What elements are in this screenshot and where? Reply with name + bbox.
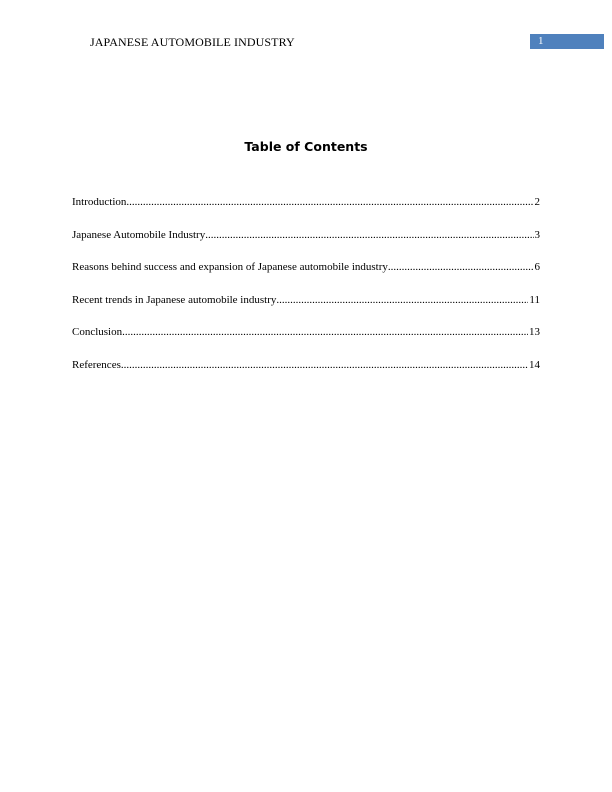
toc-entry-conclusion[interactable] [72,326,540,339]
running-head: JAPANESE AUTOMOBILE INDUSTRY [90,35,295,49]
toc-entry-page: 6 [534,261,540,274]
toc-entry-label: Introduction [72,196,127,208]
page-header [0,0,612,60]
toc-entry-page: 13 [529,326,540,339]
toc-entry-label: Japanese Automobile Industry [72,228,206,241]
toc-entry-reasons-behind-success[interactable] [72,261,540,274]
toc-dot-leader [205,229,533,242]
toc-dot-leader [126,196,533,209]
toc-dot-leader [276,294,528,307]
toc-entry-label: Reasons behind success and expansion of Japanese automobile industry [72,261,388,274]
toc-dot-leader [121,359,528,372]
toc-dot-leader [388,261,534,274]
toc-list [72,196,540,392]
toc-entry-introduction[interactable] [72,196,540,209]
toc-entry-page: 14 [529,358,540,371]
toc-dot-leader [122,326,528,339]
toc-entry-page: 11 [529,293,540,306]
page-number: 1 [538,35,544,47]
page-number-badge [530,34,604,49]
toc-entry-recent-trends[interactable] [72,294,540,307]
toc-entry-label: References [72,358,121,371]
toc-entry-page: 3 [534,228,540,241]
toc-title: Table of Contents [244,139,368,154]
toc-entry-japanese-automobile-industry[interactable] [72,229,540,242]
toc-entry-references[interactable] [72,359,540,372]
toc-entry-label: Conclusion [72,326,123,339]
toc-entry-label: Recent trends in Japanese automobile industry [72,293,277,306]
toc-entry-page: 2 [534,196,540,208]
